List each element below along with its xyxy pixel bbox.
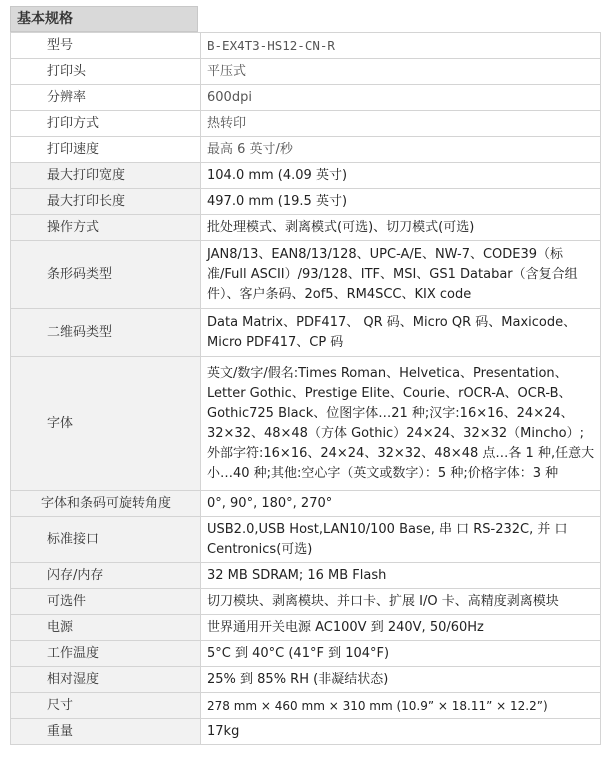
spec-value: 0°, 90°, 180°, 270°: [201, 491, 601, 517]
spec-value: 热转印: [201, 111, 601, 137]
table-row: [11, 517, 601, 563]
spec-key: 闪存/内存: [11, 563, 201, 589]
table-row: [11, 189, 601, 215]
spec-value: 17kg: [201, 719, 601, 745]
spec-key: 标准接口: [11, 517, 201, 563]
table-row: [11, 357, 601, 491]
table-row: [11, 85, 601, 111]
spec-key: 重量: [11, 719, 201, 745]
spec-sheet: [10, 6, 600, 745]
spec-key: 工作温度: [11, 641, 201, 667]
spec-key: 分辨率: [11, 85, 201, 111]
spec-value: 世界通用开关电源 AC100V 到 240V, 50/60Hz: [201, 615, 601, 641]
spec-key: 操作方式: [11, 215, 201, 241]
spec-key: 最大打印宽度: [11, 163, 201, 189]
section-title: 基本规格: [10, 6, 198, 32]
table-row: [11, 309, 601, 357]
table-row: [11, 719, 601, 745]
table-row: [11, 59, 601, 85]
spec-value: 最高 6 英寸/秒: [201, 137, 601, 163]
spec-value: 32 MB SDRAM; 16 MB Flash: [201, 563, 601, 589]
table-row: [11, 163, 601, 189]
spec-key: 字体: [11, 357, 201, 491]
spec-key: 二维码类型: [11, 309, 201, 357]
spec-value: Data Matrix、PDF417、 QR 码、Micro QR 码、Maxicode、Micro PDF417、CP 码: [201, 309, 601, 357]
spec-key: 打印方式: [11, 111, 201, 137]
spec-key: 型号: [11, 33, 201, 59]
spec-value: USB2.0,USB Host,LAN10/100 Base, 串 口 RS-232C, 并 口 Centronics(可选): [201, 517, 601, 563]
spec-value: 600dpi: [201, 85, 601, 111]
spec-table: [10, 32, 601, 745]
spec-value: 104.0 mm (4.09 英寸): [201, 163, 601, 189]
spec-key: 条形码类型: [11, 241, 201, 309]
spec-value: JAN8/13、EAN8/13/128、UPC-A/E、NW-7、CODE39（标准/Full ASCII）/93/128、ITF、MSI、GS1 Databar（含复合组件）、客户条码、2of5、RM4SCC、KIX code: [201, 241, 601, 309]
spec-value: 批处理模式、剥离模式(可选)、切刀模式(可选): [201, 215, 601, 241]
table-row: [11, 563, 601, 589]
spec-key: 打印速度: [11, 137, 201, 163]
spec-key: 尺寸: [11, 693, 201, 719]
spec-key: 最大打印长度: [11, 189, 201, 215]
spec-value: B-EX4T3-HS12-CN-R: [201, 33, 601, 59]
table-row: [11, 589, 601, 615]
table-row: [11, 137, 601, 163]
table-row: [11, 111, 601, 137]
table-row: [11, 615, 601, 641]
spec-key: 打印头: [11, 59, 201, 85]
spec-value: 切刀模块、剥离模块、并口卡、扩展 I/O 卡、高精度剥离模块: [201, 589, 601, 615]
table-row: [11, 641, 601, 667]
spec-value: 497.0 mm (19.5 英寸): [201, 189, 601, 215]
spec-key: 相对湿度: [11, 667, 201, 693]
spec-value: 平压式: [201, 59, 601, 85]
spec-key: 字体和条码可旋转角度: [11, 491, 201, 517]
spec-value: 278 mm × 460 mm × 310 mm (10.9” × 18.11” × 12.2”): [201, 693, 601, 719]
spec-key: 电源: [11, 615, 201, 641]
table-row: [11, 241, 601, 309]
spec-value: 英文/数字/假名:Times Roman、Helvetica、Presentation、Letter Gothic、Prestige Elite、Courie、rOCR-A、OCR-B、Gothic725 Black、位图字体…21 种;汉字:16×16、24×24、32×32、48×48（方体 Gothic）24×24、32×32（Mincho）;外部字符:16×16、24×24、32×32、48×48 点…各 1 种,任意大小…40 种;其他:空心字（英文或数字）：5 种;价格字体：3 种: [201, 357, 601, 491]
table-row: [11, 33, 601, 59]
spec-value: 25% 到 85% RH (非凝结状态): [201, 667, 601, 693]
spec-value: 5°C 到 40°C (41°F 到 104°F): [201, 641, 601, 667]
table-row: [11, 491, 601, 517]
table-row: [11, 693, 601, 719]
table-row: [11, 667, 601, 693]
table-row: [11, 215, 601, 241]
spec-key: 可选件: [11, 589, 201, 615]
